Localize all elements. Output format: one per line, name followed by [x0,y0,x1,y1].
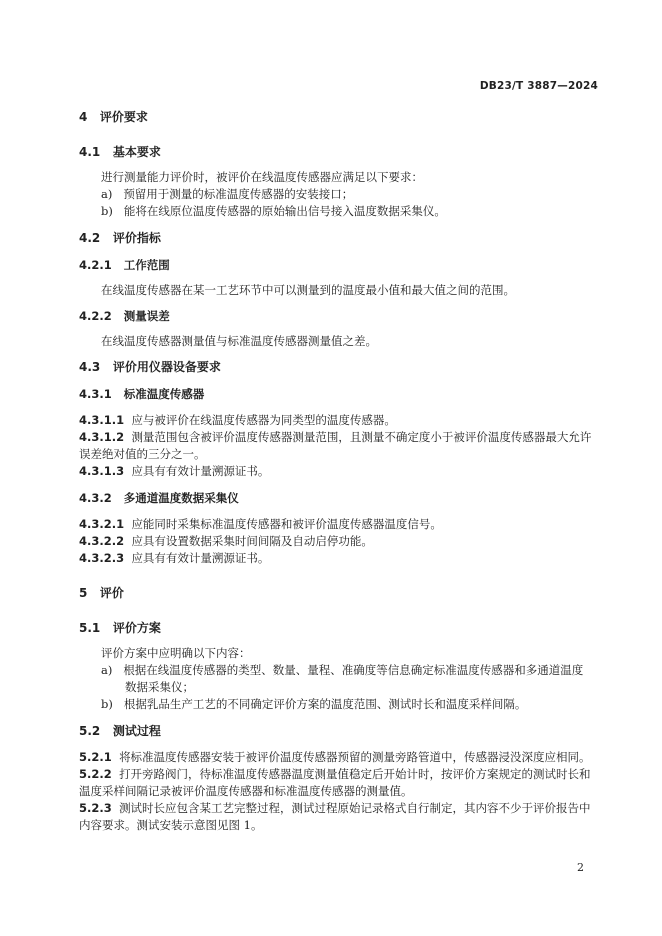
paragraph: 在线温度传感器在某一工艺环节中可以测量到的温度最小值和最大值之间的范围。 [101,283,515,297]
list-marker: b) [101,204,113,218]
clause-continuation: 温度采样间隔记录被评价温度传感器和标准温度传感器的测量值。 [79,784,413,798]
clause-number: 4.3.2.2 [79,534,125,548]
section-4-2-1-heading [79,258,170,272]
section-title: 多通道温度数据采集仪 [123,491,239,505]
document-code: DB23/T 3887—2024 [479,80,598,92]
clause-continuation: 误差绝对值的三分之一。 [79,447,206,461]
clause-number: 4.3.1.2 [79,430,125,444]
clause [79,801,591,815]
list-text: 根据乳品生产工艺的不同确定评价方案的温度范围、测试时长和温度采样间隔。 [123,697,527,711]
section-number: 4.3 [79,360,101,374]
clause-text: 应具有有效计量溯源证书。 [131,551,270,565]
section-title: 评价指标 [112,231,161,245]
section-4-3-1-heading [79,387,204,401]
section-4-3-2-heading [79,491,239,505]
section-4-3-heading [79,360,221,374]
clause-text: 应能同时采集标准温度传感器和被评价温度传感器温度信号。 [131,517,442,531]
clause-text: 打开旁路阀门，待标准温度传感器温度测量值稳定后开始计时，按评价方案规定的测试时长和 [119,767,591,781]
section-title: 工作范围 [123,258,170,272]
clause-number: 4.3.1.3 [79,464,125,478]
paragraph: 在线温度传感器测量值与标准温度传感器测量值之差。 [101,334,377,348]
clause-text: 应具有设置数据采集时间间隔及自动启停功能。 [131,534,373,548]
list-item-continuation: 数据采集仪； [125,680,194,694]
list-item [101,697,526,711]
section-4-2-2-heading [79,309,170,323]
section-title: 测试过程 [112,724,161,738]
clause [79,413,396,427]
clause [79,551,269,565]
clause-number: 5.2.3 [79,801,112,815]
section-number: 4.3.1 [79,387,112,401]
list-marker: a) [101,663,113,677]
section-number: 5.2 [79,724,101,738]
clause [79,534,373,548]
clause-text: 应与被评价在线温度传感器为同类型的温度传感器。 [131,413,396,427]
clause-number: 5.2.2 [79,767,112,781]
list-marker: a) [101,187,113,201]
section-number: 4 [79,110,88,124]
section-4-2-heading [79,231,161,245]
section-5-1-heading [79,621,161,635]
section-5-heading [79,586,124,600]
section-number: 4.2 [79,231,101,245]
page-number: 2 [577,861,584,874]
list-marker: b) [101,697,113,711]
list-text: 能将在线原位温度传感器的原始输出信号接入温度数据采集仪。 [123,204,446,218]
clause [79,767,591,781]
section-title: 评价用仪器设备要求 [112,360,221,374]
section-number: 4.3.2 [79,491,112,505]
section-5-2-heading [79,724,161,738]
clause [79,430,591,444]
section-4-heading [79,110,148,124]
list-text: 根据在线温度传感器的类型、数量、量程、准确度等信息确定标准温度传感器和多通道温度 [123,663,584,677]
list-text: 预留用于测量的标准温度传感器的安装接口； [123,187,354,201]
section-title: 评价要求 [99,110,148,124]
clause-text: 将标准温度传感器安装于被评价温度传感器预留的测量旁路管道中，传感器浸没深度应相同。 [119,750,591,764]
clause-number: 5.2.1 [79,750,112,764]
paragraph: 进行测量能力评价时，被评价在线温度传感器应满足以下要求： [101,170,423,184]
clause-continuation: 内容要求。测试安装示意图见图 1。 [79,818,263,832]
section-number: 5.1 [79,621,101,635]
section-4-1-heading [79,145,161,159]
paragraph: 评价方案中应明确以下内容： [101,646,251,660]
section-title: 标准温度传感器 [123,387,205,401]
section-title: 评价方案 [112,621,161,635]
list-item [101,204,446,218]
clause-number: 4.3.2.3 [79,551,125,565]
clause-number: 4.3.1.1 [79,413,125,427]
clause [79,750,591,764]
list-item [101,187,353,201]
clause-number: 4.3.2.1 [79,517,125,531]
section-number: 5 [79,586,88,600]
section-number: 4.1 [79,145,101,159]
section-number: 4.2.1 [79,258,112,272]
clause [79,464,269,478]
clause-text: 应具有有效计量溯源证书。 [131,464,270,478]
list-item [101,663,583,677]
section-title: 基本要求 [112,145,161,159]
section-title: 测量误差 [123,309,170,323]
clause [79,517,442,531]
clause-text: 测量范围包含被评价温度传感器测量范围，且测量不确定度小于被评价温度传感器最大允许 [131,430,592,444]
section-number: 4.2.2 [79,309,112,323]
section-title: 评价 [99,586,124,600]
clause-text: 测试时长应包含某工艺完整过程，测试过程原始记录格式自行制定，其内容不少于评价报告中 [119,801,591,815]
